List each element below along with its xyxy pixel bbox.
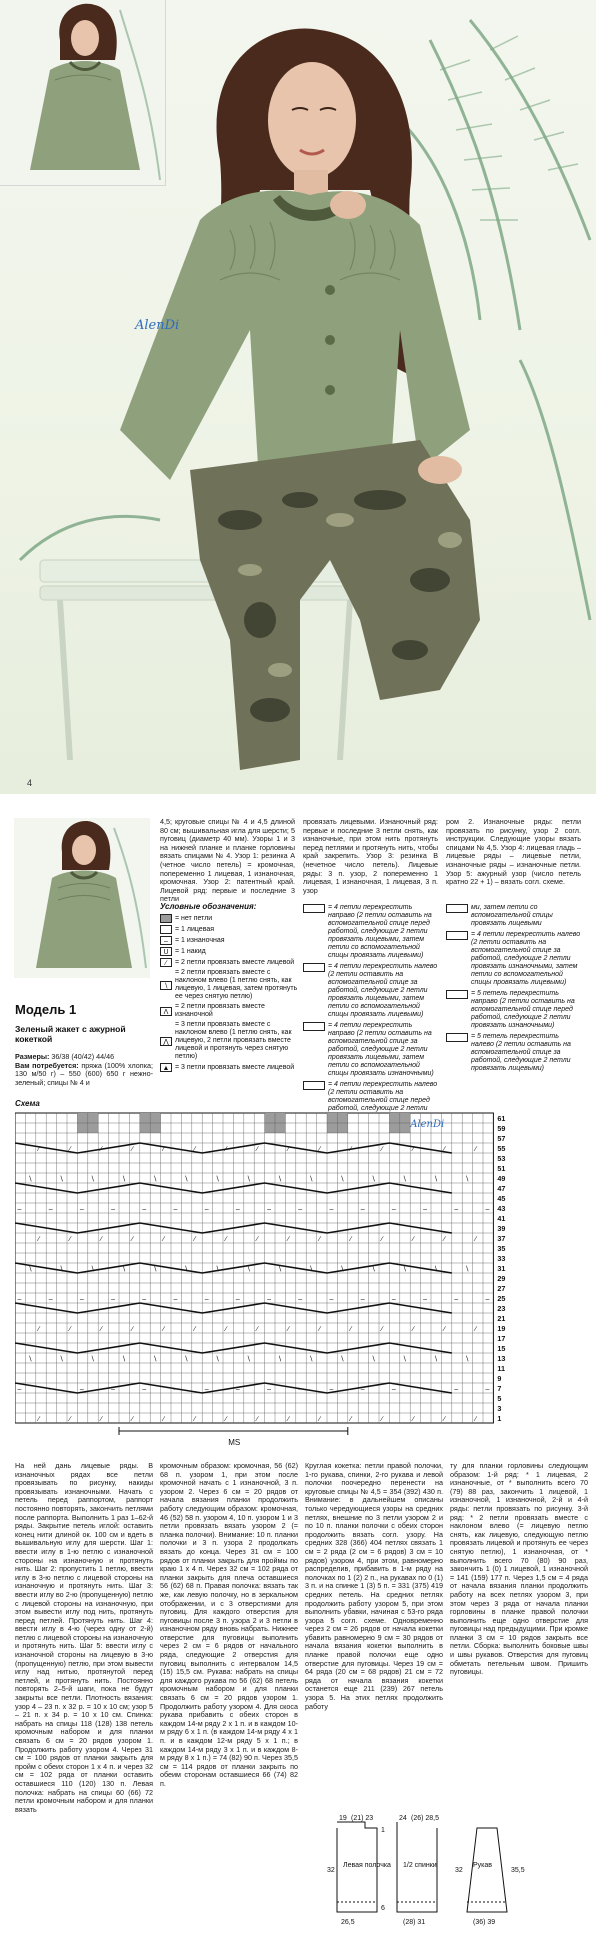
cross-legend-item	[446, 1033, 581, 1073]
thumbnail-photo	[0, 0, 166, 186]
chart-symbol: ∕	[163, 1236, 165, 1243]
chart-row-number: 29	[497, 1274, 506, 1283]
chart-symbol: ∖	[371, 1356, 376, 1363]
chart-row-number: 15	[497, 1344, 506, 1353]
chart-symbol: ∖	[215, 1356, 220, 1363]
chart-symbol: ∕	[69, 1416, 71, 1423]
page-number: 4	[27, 778, 33, 788]
chart-symbol: –	[485, 1206, 490, 1213]
chart-symbol: ∖	[464, 1356, 470, 1363]
chart-symbol: ∖	[402, 1266, 407, 1273]
chart-symbol: ∕	[194, 1236, 196, 1243]
sleeve-outline	[467, 1828, 507, 1912]
chart-symbol: –	[173, 1386, 178, 1393]
text-column-3: провязать лицевыми. Изнаночный ряд: первые и последние 3 петли снять, как изнаночные, при этом нить протянуть перед петлями и протянуть нить, чтобы край закрепить. Узор 3: резинка В (нечетное число петель). Лицевые ряды: 3 п. узор, 2 попеременно 1 лицевая, 1 изнаночная, 1 лицевая, 3 п. узор	[303, 817, 438, 895]
chart-symbol: ∖	[277, 1176, 282, 1183]
chart-symbol: ∖	[121, 1176, 126, 1183]
chart-symbol: ∕	[350, 1236, 352, 1243]
chart-symbol: ∕	[131, 1146, 134, 1153]
no-stitch-cell	[275, 1113, 285, 1123]
cross-legend-text: = 4 петли перекрестить направо (2 петли оставить на вспомогательной спице за работой, следующие 2 петли провязать лицевыми, затем петли со вспомогательной спицы провязать изнаночными)	[328, 1022, 434, 1077]
chart-symbol: ∕	[350, 1146, 352, 1153]
chart-rapport-label: MS	[228, 1438, 241, 1447]
chart-symbol: –	[267, 1296, 272, 1303]
cross-legend-item	[303, 1022, 438, 1078]
chart-symbol: ∕	[319, 1416, 321, 1423]
chart-symbol: ∖	[402, 1176, 407, 1183]
legend-item	[160, 1003, 300, 1019]
chart-symbol: –	[423, 1206, 428, 1213]
chart-symbol: ∖	[121, 1266, 126, 1273]
chart-symbol: –	[235, 1296, 240, 1303]
legend-symbol: –	[160, 936, 172, 945]
legend-title: Условные обозначения:	[160, 902, 257, 911]
legend-text: = 1 изнаночная	[175, 936, 225, 944]
chart-symbol: –	[173, 1206, 178, 1213]
chart-row-number: 21	[497, 1314, 506, 1323]
dim-sleeve-2: 35,5	[511, 1867, 525, 1874]
chart-symbol: ∖	[402, 1356, 407, 1363]
chart-symbol: ∕	[256, 1236, 258, 1243]
chart-symbol: ∕	[163, 1146, 165, 1153]
chart-row-number: 31	[497, 1264, 506, 1273]
chart-row-number: 19	[497, 1324, 506, 1333]
chart-symbol: ∕	[225, 1236, 227, 1243]
chart-symbol: ∕	[38, 1146, 40, 1153]
chart-row-number: 53	[497, 1154, 506, 1163]
chart-row-number: 61	[497, 1114, 506, 1123]
chart-symbol: –	[79, 1296, 84, 1303]
knitting-chart	[15, 1109, 560, 1459]
legend-item	[160, 936, 300, 945]
chart-row-number: 37	[497, 1234, 506, 1243]
chart-symbol: –	[267, 1386, 272, 1393]
chart-symbol: –	[79, 1386, 84, 1393]
cross-symbol	[446, 1033, 468, 1042]
chart-symbol: ∖	[152, 1266, 158, 1273]
chart-symbol: –	[204, 1296, 209, 1303]
cross-symbol	[446, 990, 468, 999]
cross-legend-text: = 5 петель перекрестить направо (2 петли оставить на вспомогательной спице перед работой, следующие 2 петли провязать изнаночными)	[471, 990, 575, 1029]
chart-row-number: 9	[497, 1374, 502, 1383]
legend-symbol	[160, 925, 172, 934]
chart-symbol: ∖	[464, 1266, 470, 1273]
chart-row-number: 27	[497, 1284, 506, 1293]
chart-symbol: ∕	[287, 1146, 290, 1153]
cross-legend-item	[446, 931, 581, 987]
text-bottom-2: кромочным образом: кромочная, 56 (62) 68 п. узором 1, при этом после кромочной начать с 1 изнаночной, 3 п. узором 2. Через 6 см = 20 рядов от начала вязания планки продолжить работу следующим образом: кромочная, 46 (52) 58 п. узором 4, 10 п. узором 1 и 3 петли провязать вязать узором 2 (= планка полочки). Внимание: 10 п. планки полочки и 3 п. узора 2 продолжать вязать до конца. Через 31 см = 100 рядов от планки закрыть для проймы по краю 1 x 4 п. Через 32 см = 102 ряда от планки закрыть для плеча оставшиеся 56 (62) 68 п. Правая полочка: вязать так же, как левую полочку, но в зеркальном отображении, и с 3 отверстиями для пуговиц. Для каждого отверстия для пуговицы после 3 п. узора 2 и 3 петли в изнаночном ряду вновь набрать. Нижнее отверстие для пуговицы выполнить через 2 см = 6 рядов от начального ряда, следующие 2 отверстия для пуговиц выполнить с интервалом 14,5 (15) 15,5 см. Рукава: набрать на спицы для каждого рукава по 56 (62) 68 петель кромочным набором и для планки связать 6 см = 20 рядов узором 1. Продолжить работу узором 4. Для скоса рукава прибавить с обеих сторон в каждом 14-м ряду 2 x 1 п. и в каждом 10-м ряду 6 x 1 п. (в каждом 14-м ряду 4 x 1 п. и в каждом 12-м ряду 5 x 1 п.; в каждом 14-м ряду 3 x 1 п. и в каждом 8-м ряду 8 x 1 п.) = 74 (82) 90 п. Через 35,5 см = 114 рядов от планки закрыть по обеим сторонам оставшиеся 66 (74) 82 п.	[160, 1461, 298, 1788]
legend-symbol: Λ	[160, 1007, 172, 1016]
chart-symbol: ∕	[256, 1416, 258, 1423]
legend-item	[160, 1021, 300, 1061]
cross-legend-text: = 4 петли перекрестить налево (2 петли оставить на вспомогательной спице перед работой, следующие 2 петли	[328, 1081, 438, 1112]
chart-symbol: ∖	[59, 1266, 64, 1273]
chart-symbol: ∖	[433, 1356, 438, 1363]
chart-symbol: ∕	[287, 1326, 290, 1333]
chart-symbol: ∖	[90, 1266, 95, 1273]
chart-symbol: ∖	[59, 1176, 64, 1183]
chart-symbol: –	[267, 1206, 272, 1213]
no-stitch-cell	[337, 1113, 347, 1123]
chart-symbol: ∖	[27, 1266, 33, 1273]
chart-symbol: ∕	[475, 1236, 477, 1243]
chart-symbol: –	[391, 1206, 396, 1213]
chart-symbol: ∕	[443, 1236, 446, 1243]
chart-symbol: ∖	[308, 1266, 314, 1273]
cross-legend-text: = 4 петли перекрестить налево (2 петли оставить на вспомогательной спице за работой, следующие 2 петли провязать изнаночными, затем петли со вспомогательной спицы провязать лицевыми)	[471, 931, 581, 986]
no-stitch-cell	[327, 1113, 337, 1123]
legend-item	[160, 1063, 300, 1072]
chart-symbol: ∕	[443, 1416, 446, 1423]
chart-watermark: AlenDi	[410, 1119, 445, 1130]
no-stitch-cell	[275, 1123, 285, 1133]
chart-symbol: ∕	[475, 1146, 477, 1153]
chart-grid	[15, 1109, 560, 1459]
chart-symbol: ∖	[183, 1356, 189, 1363]
materials-line: Вам потребуется: пряжа (100% хлопка; 130 м/50 г) – 550 (600) 650 г нежно-зеленый; спицы № 4 и	[15, 1060, 153, 1087]
chart-symbol: ∖	[433, 1266, 438, 1273]
chart-symbol: ∕	[319, 1326, 321, 1333]
legend-text: = 2 петли провязать вместе лицевой	[175, 958, 295, 966]
cross-legend-item	[303, 963, 438, 1019]
chart-symbol: –	[142, 1296, 147, 1303]
cross-legend-item	[446, 990, 581, 1030]
legend-text: = 2 петли провязать вместе изнаночной	[175, 1003, 265, 1018]
chart-symbol: ∖	[308, 1176, 314, 1183]
chart-row-number: 51	[497, 1164, 506, 1173]
chart-symbol: –	[142, 1206, 147, 1213]
legend-text: = 3 петли провязать вместе с наклоном влево (1 петлю снять, как лицевую, 2 петли провязать вместе лицевой и протянуть через снятую петлю)	[175, 1021, 292, 1060]
chart-symbol: ∕	[69, 1326, 71, 1333]
cross-legend-text: = 4 петли перекрестить налево (2 петли оставить на вспомогательной спице за работой, следующие 2 петли провязать лицевыми, затем петли со вспомогательной спицы провязать лицевыми)	[328, 963, 438, 1018]
chart-symbol: ∕	[412, 1326, 414, 1333]
chart-symbol: ∕	[443, 1326, 446, 1333]
dim-bottom-2: (28) 31	[403, 1919, 426, 1926]
chart-symbol: ∕	[256, 1146, 258, 1153]
cross-legend-col3	[303, 904, 438, 1124]
legend-item	[160, 969, 300, 1001]
chart-symbol: ∕	[100, 1146, 102, 1153]
chart-symbol: –	[360, 1206, 365, 1213]
schematic-label-back: 1/2 спинки	[403, 1862, 437, 1869]
chart-symbol: ∕	[381, 1326, 383, 1333]
chart-symbol: ∕	[163, 1416, 165, 1423]
chart-symbol: ∖	[464, 1176, 470, 1183]
chart-symbol: –	[423, 1386, 428, 1393]
no-stitch-cell	[337, 1123, 347, 1133]
chart-symbol: –	[391, 1386, 396, 1393]
chart-symbol: ∖	[339, 1266, 345, 1273]
chart-symbol: ∕	[131, 1236, 134, 1243]
chart-symbol: ∖	[152, 1356, 158, 1363]
chart-symbol: ∕	[412, 1416, 414, 1423]
legend-item	[160, 914, 300, 923]
cross-symbol	[446, 904, 468, 913]
text-bottom-1: На ней дань лицевые ряды. В изнаночных рядах все петли провязывать по рисунку, накиды провязывать изнаночными. Начать с петель перед раппортом, раппорт постоянно повторять, закончить петлями после раппорта. Выполнить 1 раз 1–62-й ряды. Закрытие петель иглой: оставить конец нити длиной ок. 100 см и вдеть в вышивальную иглу для шерсти. Шаг 1: ввести иглу в 1-ю петлю с изнаночной стороны на изнаночную и протянуть нить. Шаг 2: пропустить 1 петлю, ввести иглу в 3-ю петлю с лицевой стороны на изнаночную и протянуть нить. Шаг 3: ввести иглу во 2-ю (пропущенную) петлю с лицевой стороны на изнаночную, при этом вывести иглу под нить, протянуть перед петлей. Протянуть нить. Шаг 4: ввести иглу в 4-ю (через одну от 2-й) петлю с лицевой стороны на изнаночную и протянуть нить. Шаг 5: ввести иглу с изнаночной стороны на лицевую в 3-ю (пропущенную) петлю, при этом вывести иглу над нитью, протянутой перед петлей, и протянуть нить. Постоянно повторять 2–5-й шаги, пока не будут закрыты все петли. Плотность вязания: узор 4 – 23 п. x 32 р. = 10 x 10 см; узор 5 – 21 п. x 34 р. = 10 x 10 см. Спинка: набрать на спицы 118 (128) 138 петель кромочным набором и для планки связать 6 см = 20 рядов узором 1. Продолжить работу узором 4. Через 31 см = 100 рядов от планки закрыть для пройм с обеих сторон 1 x 4 п. и через 32 см = 102 ряда от планки оставить оставшиеся 110 (120) 130 п. Левая полочка: набрать на спицы 60 (66) 72 петли кромочным набором и для планки вязать	[15, 1461, 153, 1814]
dim-side-2: 1	[381, 1827, 385, 1834]
chart-symbol: ∕	[256, 1326, 258, 1333]
no-stitch-cell	[389, 1123, 399, 1133]
chart-symbol: ∕	[194, 1146, 196, 1153]
chart-row-number: 55	[497, 1144, 506, 1153]
schematic-label-sleeve: Рукав	[473, 1862, 492, 1869]
dim-bottom-1: 26,5	[341, 1919, 355, 1926]
cross-symbol	[303, 904, 325, 913]
cross-legend-item	[446, 904, 581, 928]
cross-symbol	[303, 1022, 325, 1031]
chart-row-number: 1	[497, 1414, 502, 1423]
legend-item	[160, 947, 300, 956]
chart-symbol: ∕	[38, 1416, 40, 1423]
chart-symbol: –	[235, 1386, 240, 1393]
text-column-4: ром 2. Изнаночные ряды: петли провязать по рисунку, узор 2 согл. инструкции. Следующие узоры вязать спицами № 4,5. Узор 4: лицевая гладь – лицевые ряды – лицевые петли, изнаночные ряды – изнаночные петли. Узор 5: ажурный узор (число петель кратно 22 + 1) – вязать согл. схеме.	[446, 817, 581, 887]
chart-symbol: ∕	[350, 1416, 352, 1423]
chart-symbol: –	[48, 1296, 53, 1303]
chart-symbol: ∕	[100, 1236, 102, 1243]
chart-symbol: –	[298, 1296, 303, 1303]
legend-symbol: ∕	[160, 958, 172, 967]
chart-symbol: –	[17, 1386, 22, 1393]
chart-symbol: ∕	[163, 1326, 165, 1333]
chart-symbol: –	[204, 1206, 209, 1213]
cross-legend-item	[303, 904, 438, 960]
model-thumbnail	[14, 818, 150, 978]
no-stitch-cell	[265, 1113, 275, 1123]
chart-symbol: ∕	[475, 1326, 477, 1333]
chart-symbol: –	[48, 1386, 53, 1393]
chart-symbol: ∖	[308, 1356, 314, 1363]
chart-symbol: –	[329, 1386, 334, 1393]
legend-symbol	[160, 914, 172, 923]
chart-symbol: –	[298, 1206, 303, 1213]
garment-schematic	[325, 1812, 595, 1929]
chart-symbol: –	[17, 1296, 22, 1303]
chart-symbol: –	[17, 1206, 22, 1213]
chart-row-number: 7	[497, 1384, 502, 1393]
cross-legend-text: = 5 петель перекрестить налево (2 петли оставить на вспомогательной спице за работой, следующие 2 петли провязать лицевыми)	[471, 1033, 571, 1072]
dim-top-2: (21) 23	[351, 1815, 374, 1822]
chart-symbol: ∖	[90, 1176, 95, 1183]
legend-text: = нет петли	[175, 914, 213, 922]
legend-items	[160, 914, 300, 1072]
chart-symbol: –	[423, 1296, 428, 1303]
chart-symbol: ∕	[287, 1416, 290, 1423]
chart-symbol: –	[485, 1296, 490, 1303]
chart-symbol: ∖	[90, 1356, 95, 1363]
chart-symbol: –	[111, 1296, 116, 1303]
chart-symbol: ∖	[339, 1176, 345, 1183]
chart-row-number: 11	[497, 1364, 506, 1373]
no-stitch-cell	[327, 1123, 337, 1133]
chart-symbol: ∕	[194, 1326, 196, 1333]
chart-symbol: ∕	[475, 1416, 477, 1423]
chart-symbol: –	[329, 1206, 334, 1213]
chart-symbol: ∕	[225, 1326, 227, 1333]
chart-row-number: 23	[497, 1304, 506, 1313]
chart-symbol: ∖	[277, 1356, 282, 1363]
chart-symbol: ∕	[69, 1236, 71, 1243]
chart-row-number: 33	[497, 1254, 506, 1263]
legend-text: = 2 петли провязать вместе с наклоном влево (1 петлю снять, как лицевую, 1 лицевая, затем протянуть ее через снятую петлю)	[175, 969, 298, 1000]
chart-symbol: –	[111, 1206, 116, 1213]
chart-symbol: ∕	[350, 1326, 352, 1333]
text-column-2: 4,5; круговые спицы № 4 и 4,5 длиной 80 см; вышивальная игла для шерсти; 5 пуговиц (диаметр 40 мм). Узоры 1 и 3 на нижней планке и планке горловины вязать спицами № 4. Узор 1: резинка А (четное число петель) = кромочная, попеременно 1 лицевая, 1 изнаночная, кромочная. Узор 2: патентный край. Лицевой ряд: первые и последние 3 петли	[160, 817, 295, 904]
chart-symbol: –	[48, 1206, 53, 1213]
no-stitch-cell	[140, 1113, 150, 1123]
chart-symbol: ∖	[246, 1356, 251, 1363]
chart-symbol: –	[454, 1296, 459, 1303]
hero-photo	[0, 0, 596, 794]
chart-symbol: –	[111, 1386, 116, 1393]
chart-symbol: ∖	[152, 1176, 158, 1183]
legend-symbol: U	[160, 947, 172, 956]
dim-top-1: 19	[339, 1815, 347, 1822]
chart-symbol: –	[360, 1386, 365, 1393]
chart-symbol: ∖	[246, 1266, 251, 1273]
chart-symbol: ∖	[215, 1266, 220, 1273]
no-stitch-cell	[265, 1123, 275, 1133]
legend-symbol: ⋀	[160, 1037, 172, 1046]
chart-row-number: 13	[497, 1354, 506, 1363]
chart-symbol: ∕	[38, 1326, 40, 1333]
chart-symbol: –	[454, 1386, 459, 1393]
chart-row-number: 41	[497, 1214, 506, 1223]
chart-symbol: ∖	[215, 1176, 220, 1183]
chart-symbol: ∕	[194, 1416, 196, 1423]
sizes-line: Размеры: 36/38 (40/42) 44/46	[15, 1052, 115, 1061]
chart-symbol: ∕	[287, 1236, 290, 1243]
legend-symbol: ∖	[160, 981, 172, 990]
chart-symbol: ∖	[371, 1266, 376, 1273]
dim-top-4: (26) 28,5	[411, 1815, 440, 1822]
no-stitch-cell	[150, 1123, 160, 1133]
legend-symbol: ▲	[160, 1063, 172, 1072]
chart-symbol: ∖	[183, 1176, 189, 1183]
chart-row-number: 39	[497, 1224, 506, 1233]
no-stitch-cell	[88, 1113, 98, 1123]
cross-symbol	[446, 931, 468, 940]
chart-symbol: ∖	[27, 1176, 33, 1183]
chart-symbol: –	[79, 1206, 84, 1213]
chart-symbol: ∖	[27, 1356, 33, 1363]
chart-symbol: ∕	[69, 1146, 71, 1153]
legend	[160, 902, 300, 1074]
no-stitch-cell	[88, 1123, 98, 1133]
schematic-label-left-front: Левая полочка	[343, 1862, 391, 1869]
chart-row-number: 57	[497, 1134, 506, 1143]
no-stitch-cell	[150, 1113, 160, 1123]
chart-symbol: ∖	[246, 1176, 251, 1183]
chart-symbol: ∖	[277, 1266, 282, 1273]
no-stitch-cell	[140, 1123, 150, 1133]
chart-symbol: ∖	[183, 1266, 189, 1273]
no-stitch-cell	[77, 1123, 87, 1133]
chart-symbol: ∖	[121, 1356, 126, 1363]
chart-symbol: ∖	[371, 1176, 376, 1183]
no-stitch-cell	[400, 1123, 410, 1133]
cross-legend-col4	[446, 904, 581, 1076]
chart-row-number: 25	[497, 1294, 506, 1303]
legend-text: = 1 накид	[175, 947, 206, 955]
dim-side-1: 32	[327, 1867, 335, 1874]
legend-text: = 3 петли провязать вместе лицевой	[175, 1063, 295, 1071]
cross-legend-text: ми, затем петли со вспомогательной спицы провязать лицевыми	[471, 904, 553, 927]
text-bottom-3: Круглая кокетка: петли правой полочки, 1-го рукава, спинки, 2-го рукава и левой полочки поочередно перенести на круговые спицы № 4,5 = 354 (392) 430 п. Внимание: в дальнейшем описаны только чередующиеся узоры на средних петлях, внешние по 3 петли узором 2 и по 10 п. планки полочки с обеих сторон продолжить вязать согл. узору. На средних 328 (366) 404 петлях связать 1 см = 2 ряда (2 см = 6 рядов) 3 см = 10 рядов) узором 4, при этом, равномерно распределив, прибавить в 1-м ряду на полочках по 1 (2) 2 п., на рукавах по 0 (1) 3 п. и на спинке 1 (3) 5 п. = 331 (375) 419 средних петель. На средних петлях продолжить работу узором 5, при этом выполнить убавки, начиная с 53-го ряда узора 5 согл. схеме. Одновременно через 2 см = 26 рядов от начала кокетки убавить равномерно 9 см = 30 рядов от начала вязания кокетки выполнить в планке правой полочки еще одно отверстие для пуговицы. Через 19 см = 64 ряда (20 см = 68 рядов) 21 см = 72 ряда от начала вязания кокетки останется еще 211 (239) 267 петель узора 5. На этих петлях продолжить работу	[305, 1461, 443, 1711]
chart-row-number: 43	[497, 1204, 506, 1213]
chart-symbol: –	[173, 1296, 178, 1303]
chart-row-number: 35	[497, 1244, 506, 1253]
legend-item	[160, 958, 300, 967]
chart-row-number: 17	[497, 1334, 506, 1343]
chart-symbol: ∕	[100, 1416, 102, 1423]
chart-row-number: 5	[497, 1394, 502, 1403]
model-title: Модель 1	[15, 1002, 77, 1017]
chart-symbol: –	[454, 1206, 459, 1213]
no-stitch-cell	[400, 1113, 410, 1123]
chart-symbol: –	[360, 1296, 365, 1303]
chart-symbol: ∖	[339, 1356, 345, 1363]
chart-symbol: ∕	[131, 1416, 134, 1423]
chart-symbol: ∕	[381, 1146, 383, 1153]
chart-symbol: ∕	[131, 1326, 134, 1333]
chart-title: Схема	[15, 1099, 40, 1108]
dim-top-3: 24	[399, 1815, 407, 1822]
text-bottom-4: ту для планки горловины следующим образом: 1-й ряд: * 1 лицевая, 2 изнаночные, от * выполнить всего 70 (79) 88 раз, закончить 1 лицевой, 1 изнаночной, 1 изнаночной, 2-й и 4-й ряды: петли провязать по рисунку. 3-й ряд: * 2 петли провязать вместе с наклоном влево (= лицевую петлю снять, как лицевую, следующую петлю провязать лицевой и протянуть ее через снятую петлю), 1 изнаночная, от * выполнить всего 70 (80) 90 раз, закончить 1 (0) 1 лицевой, 1 изнаночной = 141 (159) 177 п. Через 1,5 см = 4 ряда от начала вязания планки продолжить работу на всех петлях узором 3, при этом через 3 ряда от начала планки горловины в планке правой полочки выполнить еще одно отверстие для пуговицы над предыдущими. При кромке планки 3 см = 10 рядов закрыть все петли. Сборка: выполнить боковые швы и швы рукавов. Отверстия для пуговиц обметать петельным швом. Пришить пуговицы.	[450, 1462, 588, 1677]
chart-symbol: –	[298, 1386, 303, 1393]
model-subtitle: Зеленый жакет с ажурной кокеткой	[15, 1024, 126, 1044]
chart-symbol: ∕	[225, 1416, 227, 1423]
chart-symbol: ∕	[381, 1236, 383, 1243]
chart-symbol: –	[235, 1206, 240, 1213]
model-intro	[15, 1053, 153, 1087]
chart-symbol: ∕	[443, 1146, 446, 1153]
no-stitch-cell	[389, 1113, 399, 1123]
chart-symbol: ∕	[225, 1146, 227, 1153]
chart-symbol: ∖	[59, 1356, 64, 1363]
chart-symbol: –	[142, 1386, 147, 1393]
no-stitch-cell	[77, 1113, 87, 1123]
chart-symbol: –	[391, 1296, 396, 1303]
chart-row-number: 49	[497, 1174, 506, 1183]
chart-symbol: –	[485, 1386, 490, 1393]
chart-symbol: ∕	[412, 1146, 414, 1153]
chart-row-number: 59	[497, 1124, 506, 1133]
chart-symbol: ∕	[319, 1146, 321, 1153]
chart-row-number: 3	[497, 1404, 502, 1413]
watermark: AlenDi	[135, 318, 180, 333]
chart-symbol: ∕	[381, 1416, 383, 1423]
chart-symbol: –	[204, 1386, 209, 1393]
chart-symbol: –	[329, 1296, 334, 1303]
chart-symbol: ∕	[319, 1236, 321, 1243]
legend-item	[160, 925, 300, 934]
chart-symbol: ∕	[38, 1236, 40, 1243]
cross-symbol	[303, 963, 325, 972]
cross-symbol	[303, 1081, 325, 1090]
chart-symbol: ∕	[100, 1326, 102, 1333]
dim-sleeve-1: 32	[455, 1867, 463, 1874]
chart-symbol: ∖	[433, 1176, 438, 1183]
chart-symbol: ∕	[412, 1236, 414, 1243]
dim-side-3: 6	[381, 1905, 385, 1912]
cross-legend-text: = 4 петли перекрестить направо (2 петли оставить на вспомогательной спице перед работой, следующие 2 петли провязать лицевыми, затем петли со вспомогательной спицы провязать лицевыми)	[328, 904, 432, 959]
dim-sleeve-3: (36) 39	[473, 1919, 496, 1926]
chart-row-number: 47	[497, 1184, 506, 1193]
legend-text: = 1 лицевая	[175, 925, 215, 933]
chart-row-number: 45	[497, 1194, 506, 1203]
